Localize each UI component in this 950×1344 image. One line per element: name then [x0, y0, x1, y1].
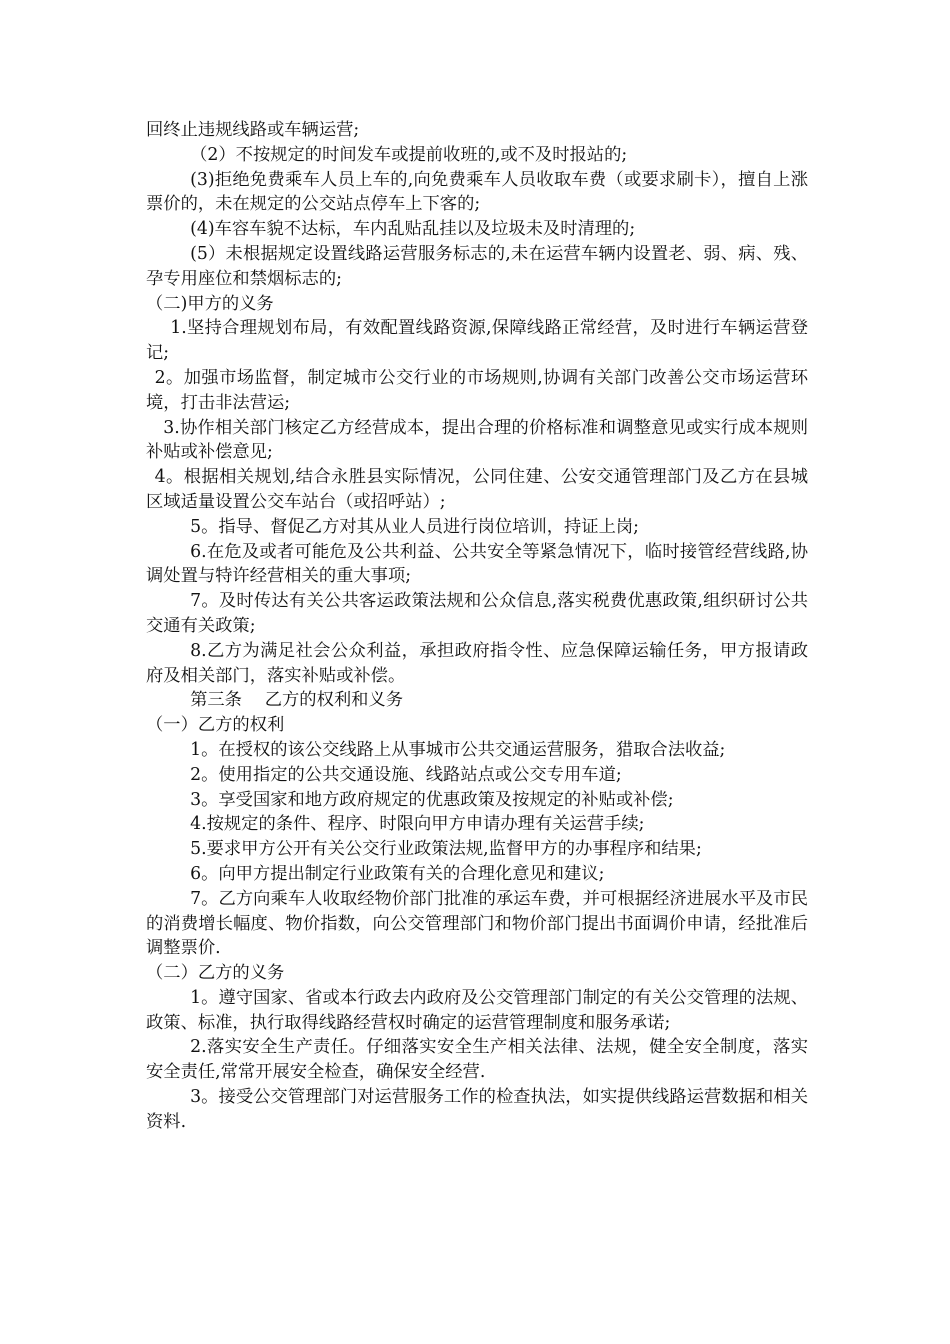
- paragraph-p26: 2.落实安全生产责任。仔细落实安全生产相关法律、法规，健全安全制度，落实安全责任,常常开展安全检查，确保安全经营.: [146, 1037, 808, 1083]
- paragraph-p02: （2）不按规定的时间发车或提前收班的,或不及时报站的;: [190, 144, 628, 165]
- paragraph-p10: 4。根据相关规划,结合永胜县实际情况，公同住建、公安交通管理部门及乙方在县城区域适量设置公交车站台（或招呼站）;: [146, 467, 808, 512]
- paragraph-p20: 4.按规定的条件、程序、时限向甲方申请办理有关运营手续;: [190, 814, 645, 835]
- paragraph-p01: 回终止违规线路或车辆运营;: [146, 120, 360, 140]
- paragraph-p09: 3.协作相关部门核定乙方经营成本，提出合理的价格标准和调整意见或实行成本规则补贴或补偿意见;: [146, 417, 808, 463]
- paragraph-p23: 7。乙方向乘车人收取经物价部门批准的承运车费，并可根据经济进展水平及市民的消费增长幅度、物价指数，向公交管理部门和物价部门提出书面调价申请，经批准后调整票价.: [146, 888, 808, 959]
- document-page: [146, 118, 808, 1135]
- paragraph-p12: 6.在危及或者可能危及公共利益、公共安全等紧急情况下，临时接管经营线路,协调处置与特许经营相关的重大事项;: [146, 541, 808, 587]
- section-heading-party-b-obligations: （二）乙方的义务: [146, 963, 285, 984]
- section-heading-party-a-obligations: （二)甲方的义务: [146, 293, 274, 314]
- paragraph-p11: 5。指导、督促乙方对其从业人员进行岗位培训，持证上岗;: [190, 516, 639, 537]
- paragraph-p13: 7。及时传达有关公共客运政策法规和公众信息,落实税费优惠政策,组织研讨公共交通有关政策;: [146, 591, 808, 636]
- paragraph-p18: 2。使用指定的公共交通设施、线路站点或公交专用车道;: [190, 764, 622, 785]
- paragraph-p17: 1。在授权的该公交线路上从事城市公共交通运营服务，猎取合法收益;: [190, 739, 726, 760]
- paragraph-p03: (3)拒绝免费乘车人员上车的,向免费乘车人员收取车费（或要求刷卡），擅自上涨票价的，未在规定的公交站点停车上下客的;: [146, 169, 808, 215]
- paragraph-p22: 6。向甲方提出制定行业政策有关的合理化意见和建议;: [190, 863, 605, 884]
- article-heading-3: 第三条 乙方的权利和义务: [190, 690, 403, 711]
- paragraph-p19: 3。享受国家和地方政府规定的优惠政策及按规定的补贴或补偿;: [190, 789, 674, 810]
- paragraph-p25: 1。遵守国家、省或本行政去内政府及公交管理部门制定的有关公交管理的法规、政策、标准，执行取得线路经营权时确定的运营管理制度和服务承诺;: [146, 987, 808, 1033]
- section-heading-party-b-rights: （一）乙方的权利: [146, 715, 285, 736]
- paragraph-p04: (4)车容车貌不达标，车内乱贴乱挂以及垃圾未及时清理的;: [190, 219, 636, 240]
- paragraph-p08: 2。加强市场监督，制定城市公交行业的市场规则,协调有关部门改善公交市场运营环境，打击非法营运;: [146, 367, 808, 413]
- paragraph-p05: (5）未根据规定设置线路运营服务标志的,未在运营车辆内设置老、弱、病、残、孕专用座位和禁烟标志的;: [146, 243, 808, 289]
- paragraph-p07: 1.坚持合理规划布局，有效配置线路资源,保障线路正常经营，及时进行车辆运营登记;: [146, 318, 808, 364]
- paragraph-p27: 3。接受公交管理部门对运营服务工作的检查执法，如实提供线路运营数据和相关资料.: [146, 1087, 808, 1132]
- paragraph-p21: 5.要求甲方公开有关公交行业政策法规,监督甲方的办事程序和结果;: [190, 839, 702, 860]
- paragraph-p14: 8.乙方为满足社会公众利益，承担政府指令性、应急保障运输任务，甲方报请政府及相关部门，落实补贴或补偿。: [146, 640, 808, 686]
